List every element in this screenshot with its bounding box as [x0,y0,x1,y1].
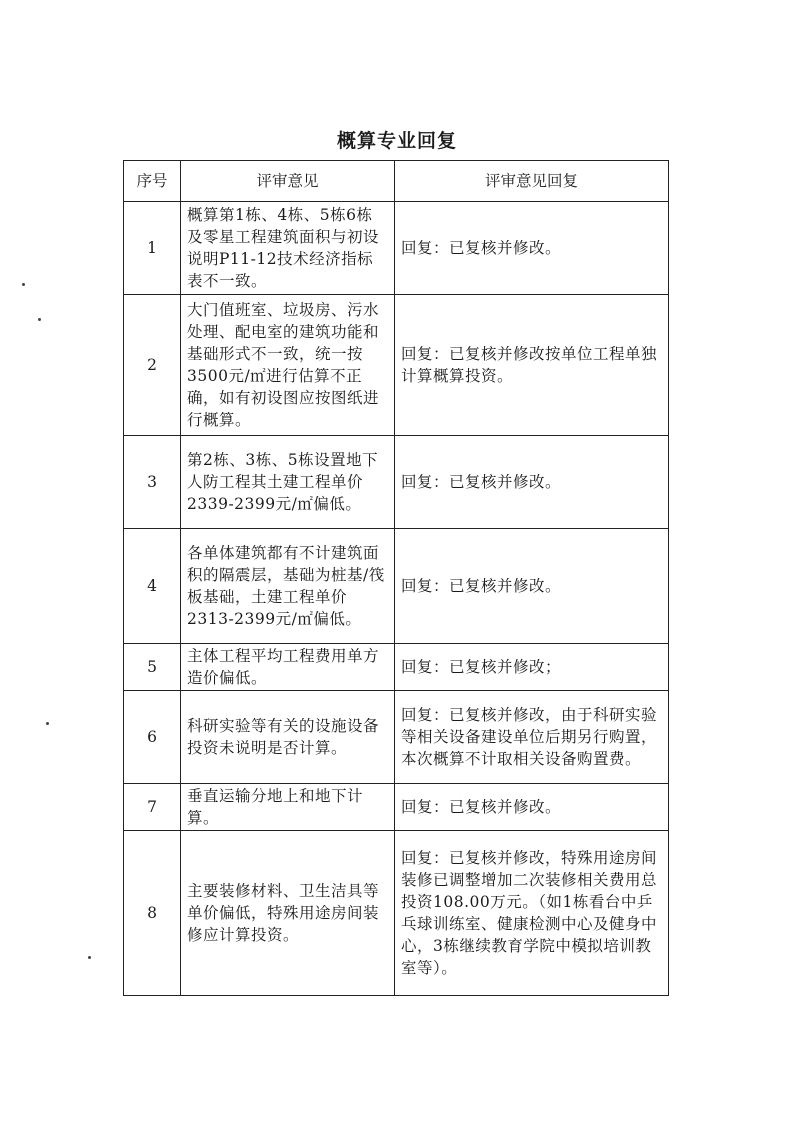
row-opinion: 科研实验等有关的设施设备投资未说明是否计算。 [181,691,395,784]
table-row [124,529,669,644]
table-row [124,644,669,691]
header-reply: 评审意见回复 [395,161,669,202]
review-table [123,160,669,996]
row-opinion: 主要装修材料、卫生洁具等单价偏低，特殊用途房间装修应计算投资。 [181,831,395,996]
row-number: 5 [124,644,181,691]
row-number: 6 [124,691,181,784]
table-header-row [124,161,669,202]
header-number: 序号 [124,161,181,202]
row-opinion: 垂直运输分地上和地下计算。 [181,784,395,831]
row-reply: 回复：已复核并修改。 [395,784,669,831]
row-opinion: 各单体建筑都有不计建筑面积的隔震层，基础为桩基/筏板基础，土建工程单价2313-2399元/㎡偏低。 [181,529,395,644]
scan-speck [88,956,91,959]
header-opinion: 评审意见 [181,161,395,202]
row-number: 8 [124,831,181,996]
row-reply: 回复：已复核并修改，特殊用途房间装修已调整增加二次装修相关费用总投资108.00万元。（如1栋看台中乒乓球训练室、健康检测中心及健身中心，3栋继续教育学院中模拟培训教室等）。 [395,831,669,996]
scan-speck [22,283,25,286]
row-reply: 回复：已复核并修改。 [395,436,669,529]
scan-speck [46,722,49,725]
row-number: 1 [124,202,181,295]
row-number: 7 [124,784,181,831]
row-opinion: 第2栋、3栋、5栋设置地下人防工程其土建工程单价2339-2399元/㎡偏低。 [181,436,395,529]
row-reply: 回复：已复核并修改。 [395,529,669,644]
row-opinion: 概算第1栋、4栋、5栋6栋及零星工程建筑面积与初设说明P11-12技术经济指标表不一致。 [181,202,395,295]
row-number: 4 [124,529,181,644]
row-number: 2 [124,295,181,436]
row-reply: 回复：已复核并修改按单位工程单独计算概算投资。 [395,295,669,436]
table-row [124,831,669,996]
row-number: 3 [124,436,181,529]
table-row [124,202,669,295]
row-opinion: 大门值班室、垃圾房、污水处理、配电室的建筑功能和基础形式不一致，统一按3500元/㎡进行估算不正确，如有初设图应按图纸进行概算。 [181,295,395,436]
table-row [124,691,669,784]
table-row [124,784,669,831]
table-row [124,436,669,529]
row-reply: 回复：已复核并修改。 [395,202,669,295]
document-title: 概算专业回复 [336,130,457,152]
row-reply: 回复：已复核并修改； [395,644,669,691]
table-row [124,295,669,436]
scan-speck [38,318,41,321]
row-reply: 回复：已复核并修改，由于科研实验等相关设备建设单位后期另行购置，本次概算不计取相关设备购置费。 [395,691,669,784]
row-opinion: 主体工程平均工程费用单方造价偏低。 [181,644,395,691]
